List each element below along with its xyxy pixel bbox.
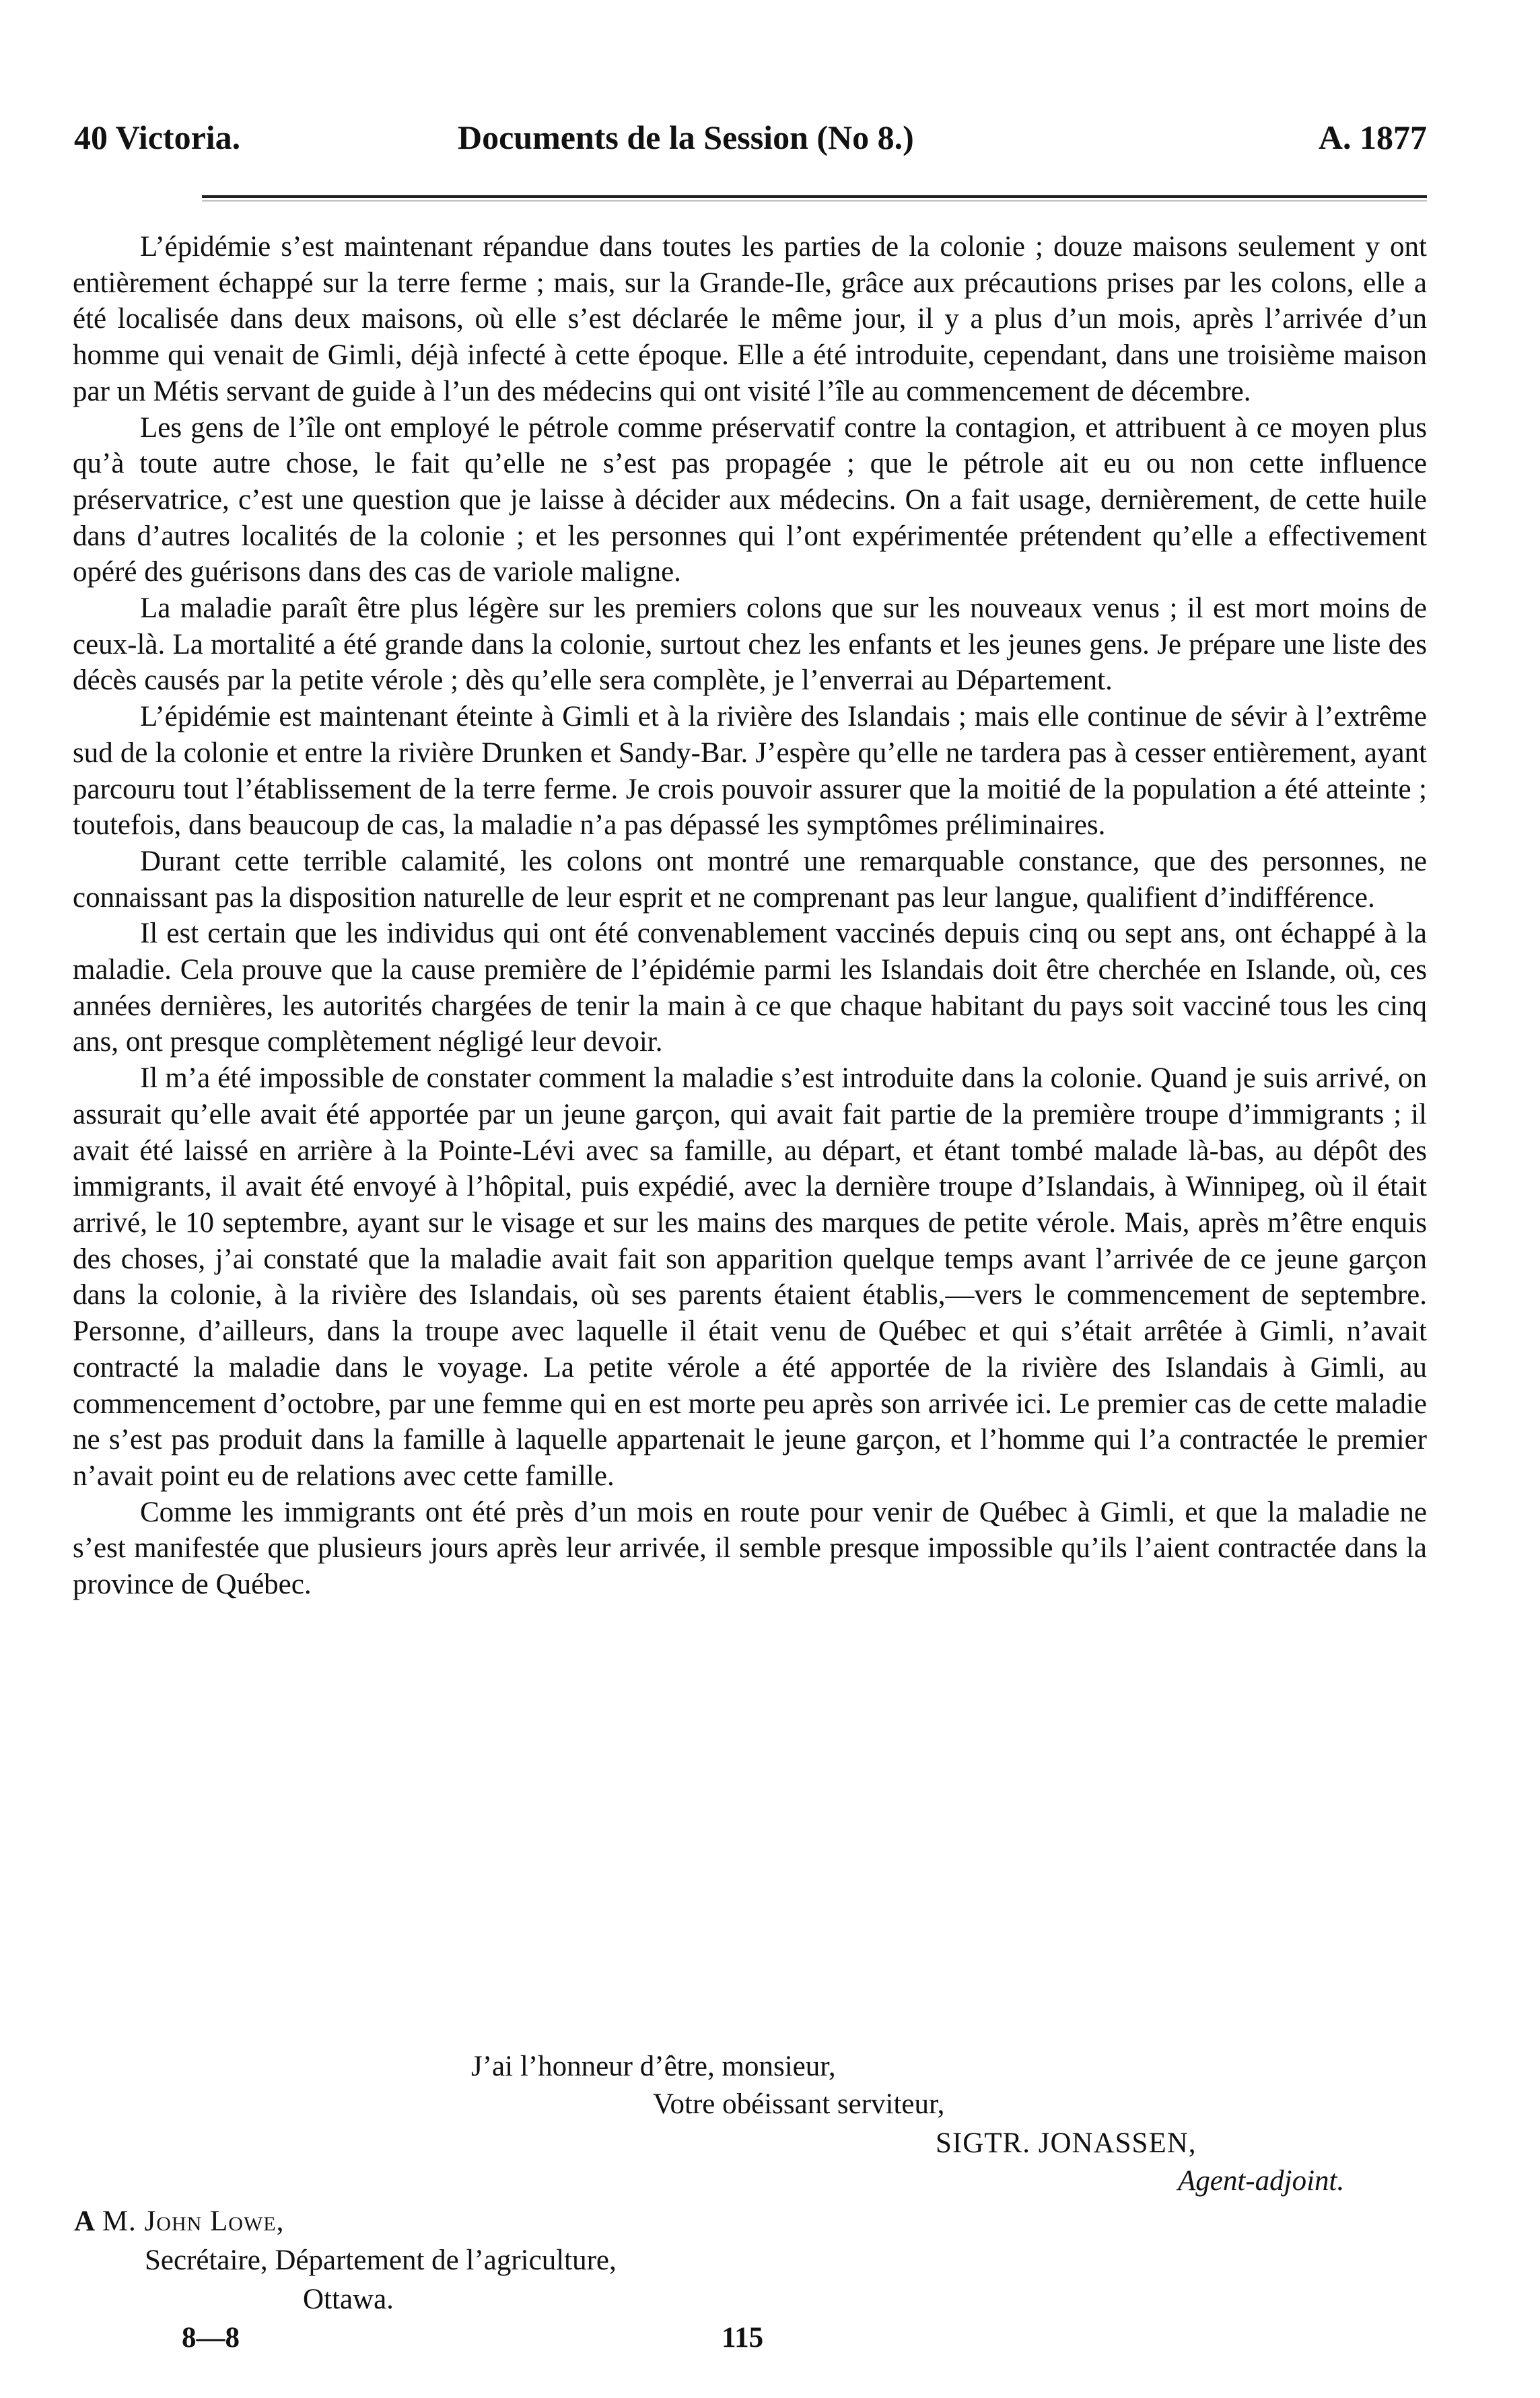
header-rule (202, 195, 1427, 198)
footer-document-number: 8—8 (182, 2322, 240, 2354)
header-year: A. 1877 (1318, 118, 1427, 156)
paragraph: Les gens de l’île ont employé le pétrole comme préservatif contre la contagion, et attribuent à ce moyen plus qu’à toute autre chose, le fait qu’elle ne s’est pas propagée ; que le pétrole ait eu ou non cette influence préservatrice, c’est une question que je laisse à décider aux médecins. On a fait usage, dernièrement, de cette huile dans d’autres localités de la colonie ; et les personnes qui l’ont expérimentée prétendent qu’elle a effectivement opéré des guérisons dans des cas de variole maligne. (73, 411, 1427, 588)
paragraph: L’épidémie est maintenant éteinte à Gimli et à la rivière des Islandais ; mais elle continue de sévir à l’extrême sud de la colonie et entre la rivière Drunken et Sandy-Bar. J’espère qu’elle ne tardera pas à cesser entièrement, ayant parcouru tout l’établissement de la terre ferme. Je crois pouvoir assurer que la moitié de la population a été atteinte ; toutefois, dans beaucoup de cas, la maladie n’a pas dépassé les symptômes préliminaires. (73, 701, 1427, 842)
recipient-prefix: A (74, 2205, 96, 2237)
page-header (74, 118, 1427, 165)
paragraph: Comme les immigrants ont été près d’un mois en route pour venir de Québec à Gimli, et que la maladie ne s’est manifestée que plusieurs jours après leur arrivée, il semble presque impossible qu’ils l’aient contractée dans la province de Québec. (73, 1496, 1427, 1601)
header-volume: 40 Victoria. (74, 118, 241, 156)
recipient-position: Secrétaire, Département de l’agriculture, (145, 2245, 617, 2276)
closing-valediction: Votre obéissant serviteur, (653, 2088, 945, 2120)
page-number: 115 (722, 2322, 764, 2354)
paragraph: L’épidémie s’est maintenant répandue dans toutes les parties de la colonie ; douze maisons seulement y ont entièrement échappé sur la terre ferme ; mais, sur la Grande-Ile, grâce aux précautions prises par les colons, elle a été localisée dans deux maisons, où elle s’est déclarée le même jour, il y a plus d’un mois, après l’arrivée d’un homme qui venait de Gimli, déjà infecté à cette époque. Elle a été introduite, cependant, dans une troisième maison par un Métis servant de guide à l’un des médecins qui ont visité l’île au commencement de décembre. (73, 231, 1427, 407)
signature-name: SIGTR. JONASSEN, (936, 2127, 1197, 2159)
paragraph: Il est certain que les individus qui ont été convenablement vaccinés depuis cinq ou sept ans, ont échappé à la maladie. Cela prouve que la cause première de l’épidémie parmi les Islandais doit être cherchée en Islande, où, ces années dernières, les autorités chargées de tenir la main à ce que chaque habitant du pays soit vacciné tous les cinq ans, ont presque complètement négligé leur devoir. (73, 918, 1427, 1058)
recipient-name: M. John Lowe, (102, 2205, 285, 2237)
paragraph: Durant cette terrible calamité, les colons ont montré une remarquable constance, que des personnes, ne connaissant pas la disposition naturelle de leur esprit et ne comprenant pas leur langue, qualifient d’indifférence. (73, 845, 1427, 914)
signature-title: Agent-adjoint. (1178, 2165, 1345, 2197)
recipient-city: Ottawa. (303, 2284, 394, 2315)
paragraph: Il m’a été impossible de constater comment la maladie s’est introduite dans la colonie. Quand je suis arrivé, on assurait qu’elle avait été apportée par un jeune garçon, qui avait fait partie de la première troupe d’immigrants ; il avait été laissé en arrière à la Pointe-Lévi avec sa famille, au départ, et étant tombé malade là-bas, au dépôt des immigrants, il avait été envoyé à l’hôpital, puis expédié, avec la dernière troupe d’Islandais, à Winnipeg, où il était arrivé, le 10 septembre, ayant sur le visage et sur les mains des marques de petite vérole. Mais, après m’être enquis des choses, j’ai constaté que la maladie avait fait son apparition quelque temps avant l’arrivée de ce jeune garçon dans la colonie, à la rivière des Islandais, où ses parents étaient établis,—vers le commencement de septembre. Personne, d’ailleurs, dans la troupe avec laquelle il était venu de Québec et qui s’était arrêtée à Gimli, n’avait contracté la maladie dans le voyage. La petite vérole a été apportée de la rivière des Islandais à Gimli, au commencement d’octobre, par une femme qui en est morte peu après son arrivée ici. Le premier cas de cette maladie ne s’est pas produit dans la famille à laquelle appartenait le jeune garçon, et l’homme qui l’a contractée le premier n’avait point eu de relations avec cette famille. (73, 1062, 1427, 1492)
header-title: Documents de la Session (No 8.) (458, 118, 914, 156)
paragraph: La maladie paraît être plus légère sur les premiers colons que sur les nouveaux venus ; il est mort moins de ceux-là. La mortalité a été grande dans la colonie, surtout chez les enfants et les jeunes gens. Je prépare une liste des décès causés par la petite vérole ; dès qu’elle sera complète, je l’enverrai au Département. (73, 592, 1427, 697)
letter-body (73, 229, 1427, 1603)
closing-salutation: J’ai l’honneur d’être, monsieur, (471, 2051, 836, 2082)
recipient-line (74, 2203, 284, 2240)
